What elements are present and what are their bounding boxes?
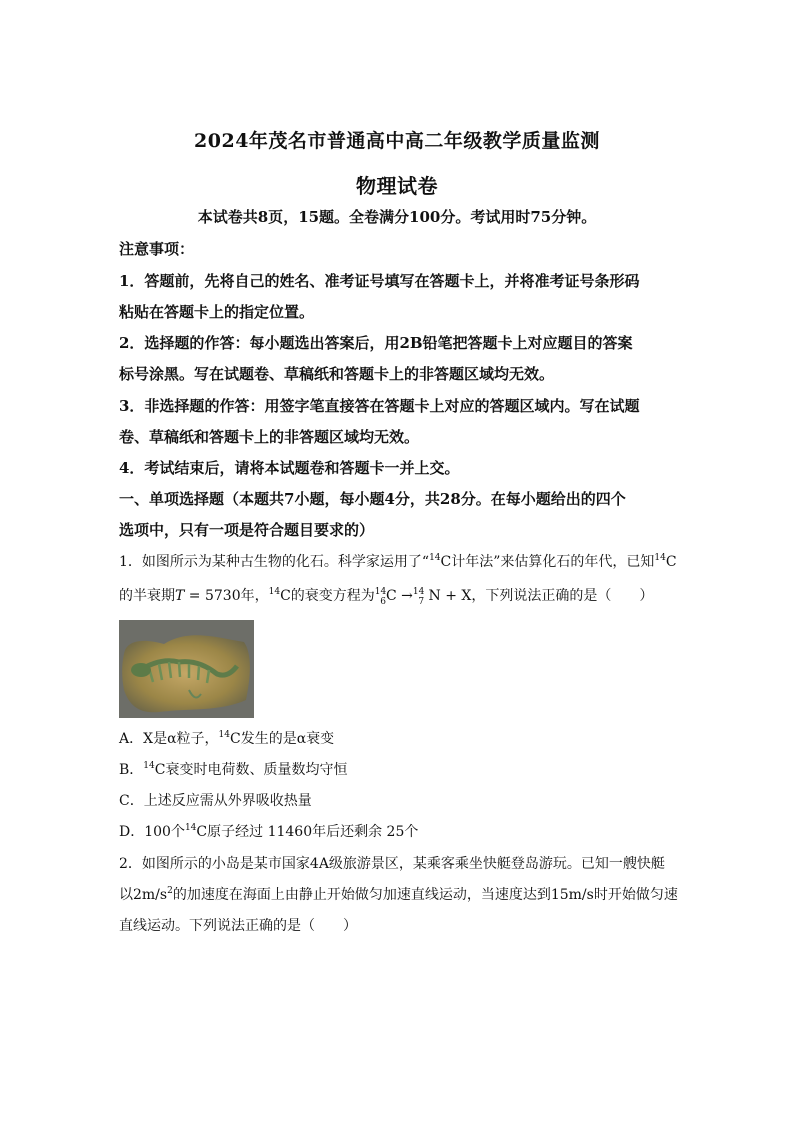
q2-text-b: 的加速度在海面上由静止开始做匀加速直线运动，当速度达到15m/s时开始做匀速 (172, 887, 678, 903)
q1-option-a-pre: A．X是α粒子， (119, 731, 219, 747)
q1-isotope-mass-3: 14 (268, 587, 281, 597)
q1-text-e: = 5730年， (184, 588, 269, 604)
fossil-image (119, 620, 254, 718)
q2-stem-line-2 (119, 884, 679, 904)
section-1-heading-line-2: 选项中，只有一项是符合题目要求的） (119, 521, 375, 539)
q1-text-d: 的半衰期 (119, 588, 175, 604)
q1-option-a-isotope-mass: 14 (218, 730, 230, 740)
notes-heading: 注意事项： (119, 240, 195, 258)
note-3-line-2: 卷、草稿纸和答题卡上的非答题区域均无效。 (119, 428, 420, 446)
exam-summary: 本试卷共8页，15题。全卷满分100分。考试用时75分钟。 (197, 208, 597, 226)
q1-nitrogen-mass: 14 (412, 587, 425, 597)
q1-option-d-post: C原子经过 11460年后还剩余 25个 (196, 824, 419, 840)
q1-text-c: C (665, 554, 677, 570)
q1-option-d-pre: D．100个 (119, 824, 185, 840)
note-3-line-1: 3．非选择题的作答：用签字笔直接答在答题卡上对应的答题区域内。写在试题 (119, 397, 640, 415)
note-2-line-2: 标号涂黑。写在试题卷、草稿纸和答题卡上的非答题区域均无效。 (119, 365, 555, 383)
q2-stem-line-3: 直线运动。下列说法正确的是（ ） (119, 918, 357, 934)
note-1-line-1: 1．答题前，先将自己的姓名、准考证号填写在答题卡上，并将准考证号条形码 (119, 272, 640, 290)
q1-text-f: C的衰变方程为 (280, 588, 375, 604)
q1-option-a-post: C发生的是α衰变 (229, 731, 335, 747)
q2-superscript: 2 (167, 886, 173, 896)
q1-option-b-pre: B． (119, 762, 144, 778)
q1-nitrogen-charge: 7 (418, 597, 425, 607)
q1-text-b: C计年法”来估算化石的年代，已知 (440, 554, 655, 570)
q1-isotope-mass-2: 14 (654, 553, 666, 563)
q2-stem-line-1: 2．如图所示的小岛是某市国家4A级旅游景区，某乘客乘坐快艇登岛游玩。已知一艘快艇 (119, 856, 665, 872)
q1-text-g: C → (385, 588, 413, 604)
q2-text-a: 以2m/s (119, 887, 168, 903)
q1-option-c: C．上述反应需从外界吸收热量 (119, 793, 312, 809)
q1-text-a: 1．如图所示为某种古生物的化石。科学家运用了“ (119, 554, 430, 570)
note-1-line-2: 粘贴在答题卡上的指定位置。 (119, 303, 315, 321)
q1-text-h: N + X，下列说法正确的是（ ） (424, 588, 654, 604)
q1-option-b-isotope-mass: 14 (143, 761, 155, 771)
q1-isotope-mass-4: 14 (374, 587, 387, 597)
exam-subtitle: 物理试卷 (356, 174, 438, 198)
q1-option-d-isotope-mass: 14 (184, 823, 197, 833)
q1-symbol-t: T (175, 588, 185, 604)
q1-stem-line-1 (119, 551, 679, 571)
q1-option-b (119, 759, 679, 779)
q1-option-d (119, 821, 679, 841)
q1-option-b-post: C衰变时电荷数、质量数均守恒 (154, 762, 348, 778)
note-2-line-1: 2．选择题的作答：每小题选出答案后，用2B铅笔把答题卡上对应题目的答案 (119, 334, 633, 352)
section-1-heading-line-1: 一、单项选择题（本题共7小题，每小题4分，共28分。在每小题给出的四个 (119, 490, 626, 508)
q1-isotope-charge: 6 (380, 597, 386, 607)
q1-option-a (119, 728, 679, 748)
q1-stem-line-2 (119, 585, 679, 605)
note-4: 4．考试结束后，请将本试题卷和答题卡一并上交。 (119, 459, 460, 477)
q1-isotope-mass: 14 (429, 553, 441, 563)
exam-title: 2024年茂名市普通高中高二年级教学质量监测 (194, 130, 600, 152)
